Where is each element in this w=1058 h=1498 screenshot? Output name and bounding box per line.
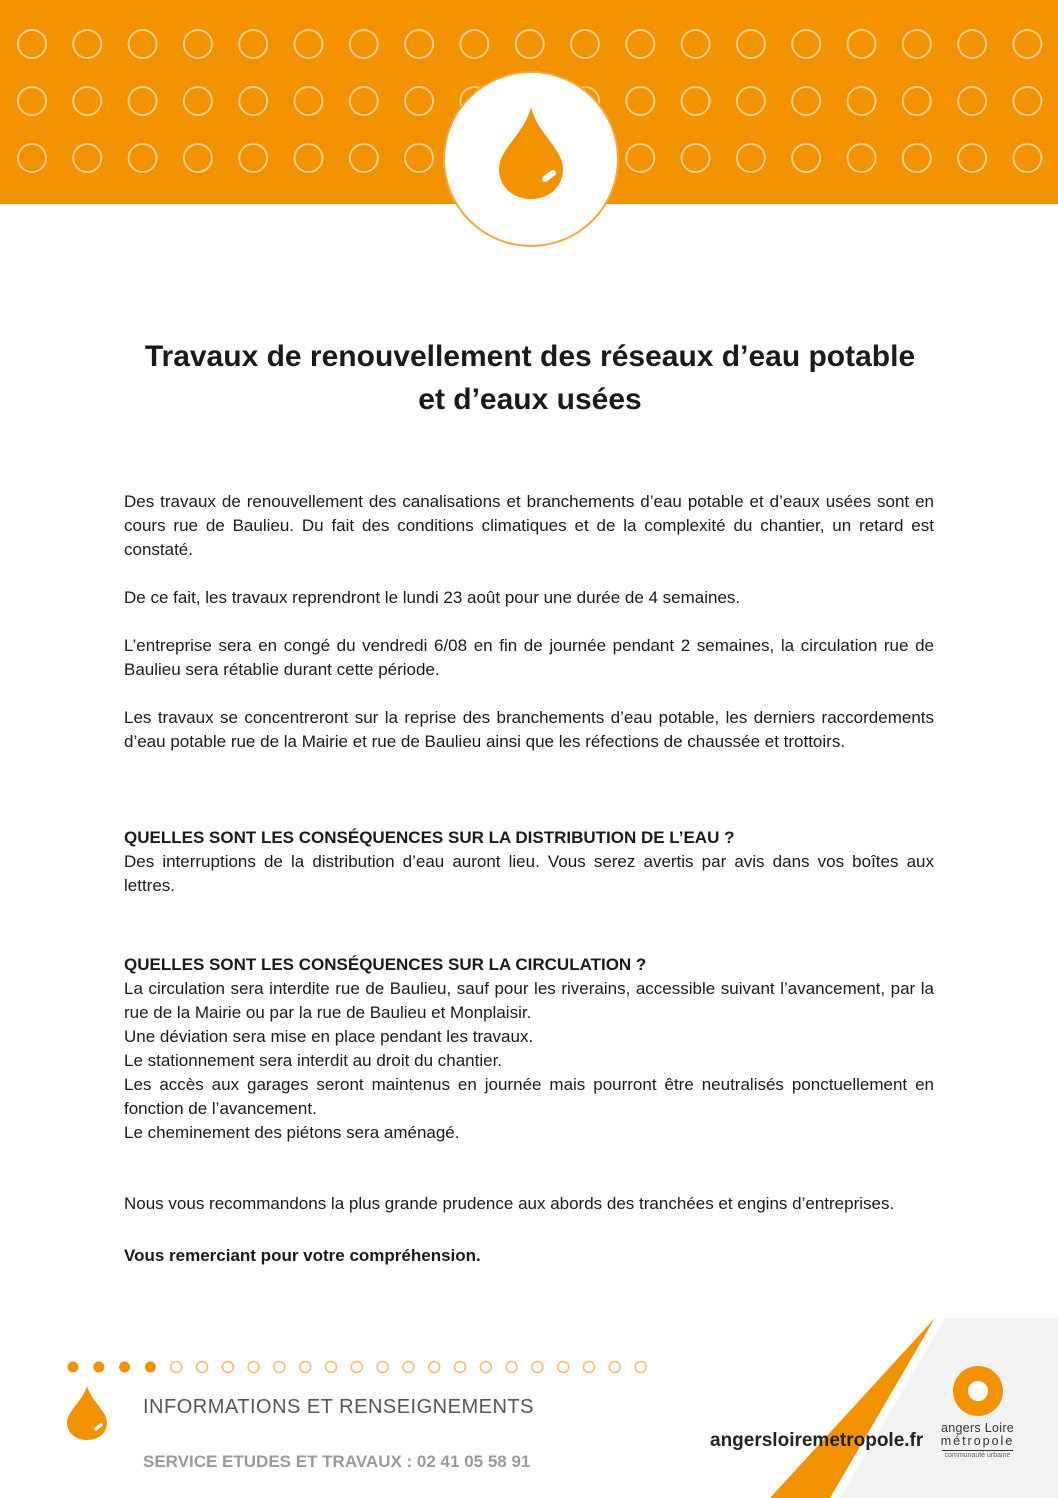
banner-pattern-circle <box>405 30 433 58</box>
traffic-line-2: Une déviation sera mise en place pendant les travaux. <box>124 1027 534 1046</box>
paragraph-resume: De ce fait, les travaux reprendront le lundi 23 août pour une durée de 4 semaines. <box>124 588 741 607</box>
banner-pattern-circle <box>73 87 101 115</box>
banner-pattern-circle <box>848 87 876 115</box>
banner-pattern-circle <box>792 30 820 58</box>
footer-dot <box>635 1362 646 1373</box>
banner-pattern-circle <box>129 87 157 115</box>
footer-dot <box>558 1362 569 1373</box>
banner-pattern-circle <box>626 30 654 58</box>
banner-pattern-circle <box>350 87 378 115</box>
banner-pattern-circle <box>184 30 212 58</box>
banner-pattern-circle <box>848 144 876 172</box>
paragraph-works: Les travaux se concentreront sur la reprise des branchements d’eau potable, les derniers raccordements d’eau potable rue de la Mairie et rue de Baulieu ainsi que les réfections de chaussée et trottoirs. <box>124 708 934 751</box>
footer-dot <box>609 1362 620 1373</box>
heading-water: QUELLES SONT LES CONSÉQUENCES SUR LA DISTRIBUTION DE L’EAU ? <box>124 828 735 847</box>
banner-pattern-circle <box>1013 144 1041 172</box>
footer-dot <box>197 1362 208 1373</box>
footer-dot <box>119 1362 130 1373</box>
recommendation: Nous vous recommandons la plus grande prudence aux abords des tranchées et engins d’entreprises. <box>124 1194 895 1213</box>
footer-dot <box>429 1362 440 1373</box>
body-content <box>124 490 934 1268</box>
banner-pattern-circle <box>295 144 323 172</box>
footer-website-link[interactable]: angersloiremetropole.fr <box>710 1430 924 1451</box>
brand-subtitle: communauté urbaine <box>942 1450 1013 1459</box>
banner-pattern-circle <box>958 30 986 58</box>
footer-dot <box>248 1362 259 1373</box>
banner-pattern-circle <box>73 30 101 58</box>
banner-pattern-circle <box>903 144 931 172</box>
banner-pattern-circle <box>571 30 599 58</box>
banner-pattern-circle <box>903 30 931 58</box>
banner-pattern-circle <box>792 87 820 115</box>
banner-pattern-circle <box>682 144 710 172</box>
banner-pattern-circle <box>792 144 820 172</box>
banner-pattern-circle <box>1013 30 1041 58</box>
footer-water-drop-icon <box>65 1385 109 1441</box>
banner-pattern-circle <box>239 87 267 115</box>
footer-dot <box>145 1362 156 1373</box>
page-title <box>60 335 1000 421</box>
paragraph-intro: Des travaux de renouvellement des canalisations et branchements d’eau potable et d’eaux usées sont en cours rue de Baulieu. Du fait des conditions climatiques et de la complexité du chantier, un retard est constaté. <box>124 492 934 559</box>
footer-dot <box>480 1362 491 1373</box>
brand-name-line-2: métropole <box>940 1434 1015 1448</box>
banner-pattern-circle <box>295 87 323 115</box>
title-line-1: Travaux de renouvellement des réseaux d’eau potable <box>144 340 916 373</box>
banner-pattern-circle <box>239 144 267 172</box>
footer-dot-row <box>60 1355 660 1379</box>
footer-info-label: INFORMATIONS ET RENSEIGNEMENTS <box>143 1396 534 1418</box>
banner-pattern-circle <box>516 30 544 58</box>
banner-pattern-circle <box>18 87 46 115</box>
footer-dot <box>326 1362 337 1373</box>
banner-pattern-circle <box>184 144 212 172</box>
footer-dot <box>171 1362 182 1373</box>
thanks: Vous remerciant pour votre compréhension. <box>124 1246 481 1265</box>
text-water: Des interruptions de la distribution d’eau auront lieu. Vous serez avertis par avis dans vos boîtes aux lettres. <box>124 852 934 895</box>
footer-dot <box>274 1362 285 1373</box>
traffic-line-4: Les accès aux garages seront maintenus en journée mais pourront être neutralisés ponctuellement en fonction de l’avancement. <box>124 1075 934 1118</box>
banner-pattern-circle <box>460 30 488 58</box>
traffic-line-3: Le stationnement sera interdit au droit du chantier. <box>124 1051 503 1070</box>
banner-pattern-circle <box>848 30 876 58</box>
banner-pattern-circle <box>239 30 267 58</box>
footer-dot <box>351 1362 362 1373</box>
banner-pattern-circle <box>958 144 986 172</box>
traffic-line-1: La circulation sera interdite rue de Baulieu, sauf pour les riverains, accessible suivant l’avancement, par la rue de la Mairie ou par la rue de Baulieu et Monplaisir. <box>124 979 934 1022</box>
footer-dot <box>532 1362 543 1373</box>
banner-pattern-circle <box>737 87 765 115</box>
banner-pattern-circle <box>626 87 654 115</box>
header-logo <box>445 73 617 245</box>
banner-pattern-circle <box>405 144 433 172</box>
banner-pattern-circle <box>737 144 765 172</box>
title-line-2: et d’eaux usées <box>418 383 642 416</box>
banner-pattern-circle <box>737 30 765 58</box>
banner-pattern-circle <box>129 144 157 172</box>
banner-pattern-circle <box>626 144 654 172</box>
banner-pattern-circle <box>682 30 710 58</box>
footer-dot <box>403 1362 414 1373</box>
brand-name-line-1: angers Loire <box>940 1421 1015 1435</box>
banner-pattern-circle <box>129 30 157 58</box>
banner-pattern-circle <box>18 144 46 172</box>
footer-dot <box>68 1362 79 1373</box>
footer-dot <box>93 1362 104 1373</box>
footer-dot <box>222 1362 233 1373</box>
footer-dot <box>300 1362 311 1373</box>
banner-pattern-circle <box>73 144 101 172</box>
water-drop-icon <box>495 105 567 201</box>
banner-pattern-circle <box>958 87 986 115</box>
brand-ring-icon <box>952 1365 1004 1417</box>
banner-pattern-circle <box>295 30 323 58</box>
banner-pattern-circle <box>1013 87 1041 115</box>
banner-pattern-circle <box>184 87 212 115</box>
banner-pattern-circle <box>682 87 710 115</box>
footer-dot <box>506 1362 517 1373</box>
banner-pattern-circle <box>903 87 931 115</box>
banner-pattern-circle <box>18 30 46 58</box>
brand-logo <box>930 1365 1025 1459</box>
traffic-line-5: Le cheminement des piétons sera aménagé. <box>124 1123 460 1142</box>
footer-dot <box>584 1362 595 1373</box>
paragraph-leave: L’entreprise sera en congé du vendredi 6/08 en fin de journée pendant 2 semaines, la circulation rue de Baulieu sera rétablie durant cette période. <box>124 636 934 679</box>
banner-pattern-circle <box>350 30 378 58</box>
footer-service-phone: SERVICE ETUDES ET TRAVAUX : 02 41 05 58 91 <box>143 1452 531 1471</box>
banner-pattern-circle <box>350 144 378 172</box>
footer-dot <box>455 1362 466 1373</box>
heading-traffic: QUELLES SONT LES CONSÉQUENCES SUR LA CIRCULATION ? <box>124 955 647 974</box>
banner-pattern-circle <box>405 87 433 115</box>
footer-dot <box>377 1362 388 1373</box>
